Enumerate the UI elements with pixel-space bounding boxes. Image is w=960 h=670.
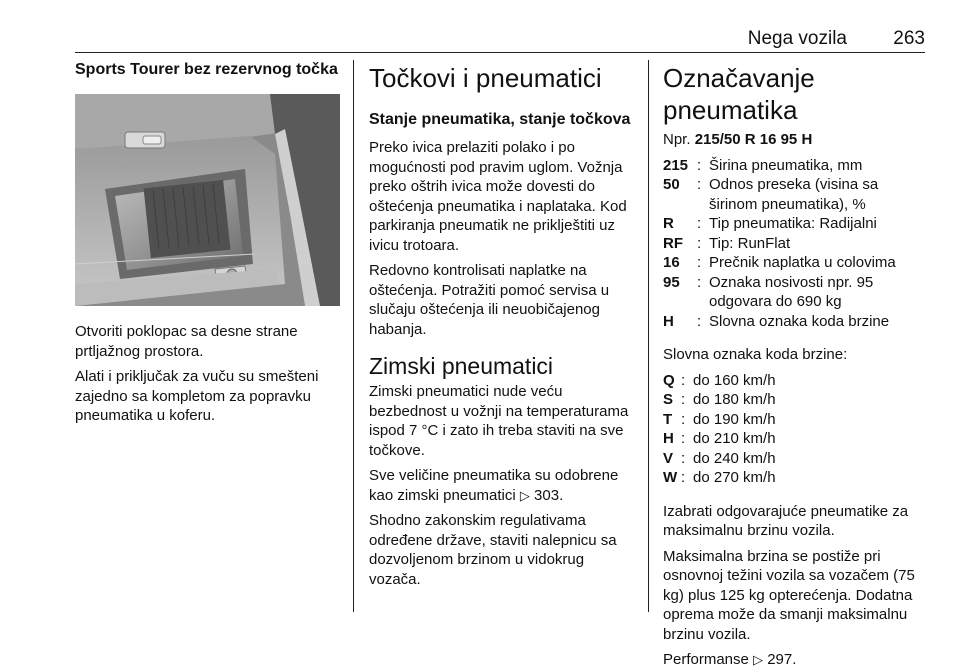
speed-code-row (663, 390, 928, 410)
code-value: do 210 km/h (693, 430, 776, 447)
page-number: 263 (893, 28, 925, 49)
example-prefix: Npr. (663, 131, 695, 148)
code-separator: : (697, 254, 702, 271)
code-value: Tip: RunFlat (709, 234, 791, 252)
code-value: Tip pneumatika: Radijalni (709, 215, 877, 232)
speed-code-table (663, 371, 928, 488)
page-reference[interactable]: 297. (763, 651, 797, 668)
paragraph (663, 650, 928, 670)
paragraph: Redovno kontrolisati naplatke na oštećenja. Potražiti pomoć servisa u slučaju oštećenja ili neuobičajenog habanja. (369, 262, 610, 338)
paragraph: Izabrati odgovarajuće pneumatike za maksimalnu brzinu vozila. (663, 502, 909, 539)
paragraph: Alati i priključak za vuču su smešteni zajedno sa kompletom za popravku pneumatika u koferu. (75, 368, 319, 424)
subsection-heading: Sports Tourer bez rezervnog točka (75, 61, 338, 78)
chapter-heading: Točkovi i pneumatici (369, 63, 602, 93)
code-key: 16 (663, 254, 680, 271)
paragraph: Preko ivica prelaziti polako i po mogućnosti pod pravim uglom. Vožnja preko oštrih ivica može dovesti do oštećenja pneumatika i naplataka. Kod parkiranja pneumatik ne priklještiti uz ivicu trotoara. (369, 139, 627, 254)
code-key: H (663, 430, 674, 447)
tire-code-row (663, 214, 928, 234)
code-key: R (663, 215, 674, 232)
tire-code-row (663, 273, 928, 312)
paragraph: Maksimalna brzina se postiže pri osnovnoj težini vozila sa vozačem (75 kg) plus 125 kg opterećenja. Dodatna oprema može da smanji maksimalnu brzinu vozila. (663, 547, 915, 643)
code-separator: : (697, 215, 702, 232)
code-value: Prečnik naplatka u colovima (709, 254, 896, 271)
speed-code-row (663, 410, 928, 430)
code-key: 95 (663, 273, 680, 291)
code-separator: : (681, 469, 686, 486)
code-key: S (663, 391, 674, 408)
tire-code-table (663, 156, 928, 332)
code-key: 215 (663, 156, 689, 174)
column-middle (369, 60, 635, 589)
code-separator: : (697, 273, 702, 291)
column-right (663, 60, 928, 670)
code-key: Q (663, 371, 675, 389)
paragraph: Otvoriti poklopac sa desne strane prtljažnog prostora. (75, 323, 298, 360)
code-value: Širina pneumatika, mm (709, 156, 863, 174)
code-value: Slovna oznaka koda brzine (709, 312, 890, 330)
trunk-compartment-photo (75, 94, 340, 306)
subsection-heading: Stanje pneumatika, stanje točkova (369, 111, 631, 128)
column-divider (353, 60, 354, 612)
page-reference-icon[interactable]: ▷ (519, 487, 530, 503)
code-value: do 190 km/h (693, 410, 776, 428)
tire-code-row (663, 253, 928, 273)
code-separator: : (697, 234, 702, 252)
paragraph (369, 466, 635, 505)
example-code: 215/50 R 16 95 H (694, 131, 813, 148)
code-key: H (663, 312, 674, 330)
speed-code-row (663, 468, 928, 488)
tire-code-row (663, 312, 928, 332)
column-divider (648, 60, 649, 612)
code-separator: : (681, 430, 686, 447)
chapter-heading: Označavanje pneumatika (663, 63, 815, 125)
example-line (663, 130, 928, 150)
page-reference[interactable]: 303. (529, 486, 564, 504)
code-separator: : (681, 410, 686, 428)
paragraph-text: Performanse (663, 651, 754, 668)
paragraph-text: Sve veličine pneumatika su odobrene kao zimski pneumatici (369, 467, 619, 504)
tire-code-row (663, 234, 928, 254)
column-left (75, 60, 340, 426)
code-key: RF (663, 234, 683, 252)
page-header (75, 26, 925, 53)
speed-code-row (663, 429, 928, 449)
section-heading: Zimski pneumatici (369, 353, 554, 379)
section-title: Nega vozila (747, 28, 847, 49)
code-value: do 240 km/h (693, 449, 776, 467)
paragraph: Slovna oznaka koda brzine: (663, 346, 848, 363)
tire-code-row (663, 156, 928, 176)
code-key: W (663, 469, 678, 486)
code-separator: : (697, 176, 702, 193)
code-separator: : (697, 312, 702, 330)
code-value: Oznaka nosivosti npr. 95 odgovara do 690 kg (709, 273, 874, 310)
code-key: 50 (663, 176, 680, 193)
speed-code-row (663, 371, 928, 391)
paragraph: Shodno zakonskim regulativama određene države, staviti nalepnicu sa dozvoljenom brzinom u vidokrug vozača. (369, 512, 617, 588)
code-value: do 160 km/h (693, 371, 776, 389)
code-separator: : (681, 449, 686, 467)
code-value: do 270 km/h (693, 469, 776, 486)
page-reference-icon[interactable]: ▷ (753, 652, 764, 667)
code-separator: : (681, 371, 686, 389)
code-key: T (663, 410, 673, 428)
code-value: Odnos preseka (visina sa širinom pneumatika), % (709, 176, 879, 213)
tire-code-row (663, 175, 928, 214)
code-separator: : (697, 156, 702, 174)
paragraph: Zimski pneumatici nude veću bezbednost u vožnji na temperaturama ispod 7 °C i zato ih treba staviti na sve točkove. (369, 383, 629, 459)
code-separator: : (681, 391, 686, 408)
code-value: do 180 km/h (693, 391, 776, 408)
code-key: V (663, 449, 674, 467)
speed-code-row (663, 449, 928, 469)
